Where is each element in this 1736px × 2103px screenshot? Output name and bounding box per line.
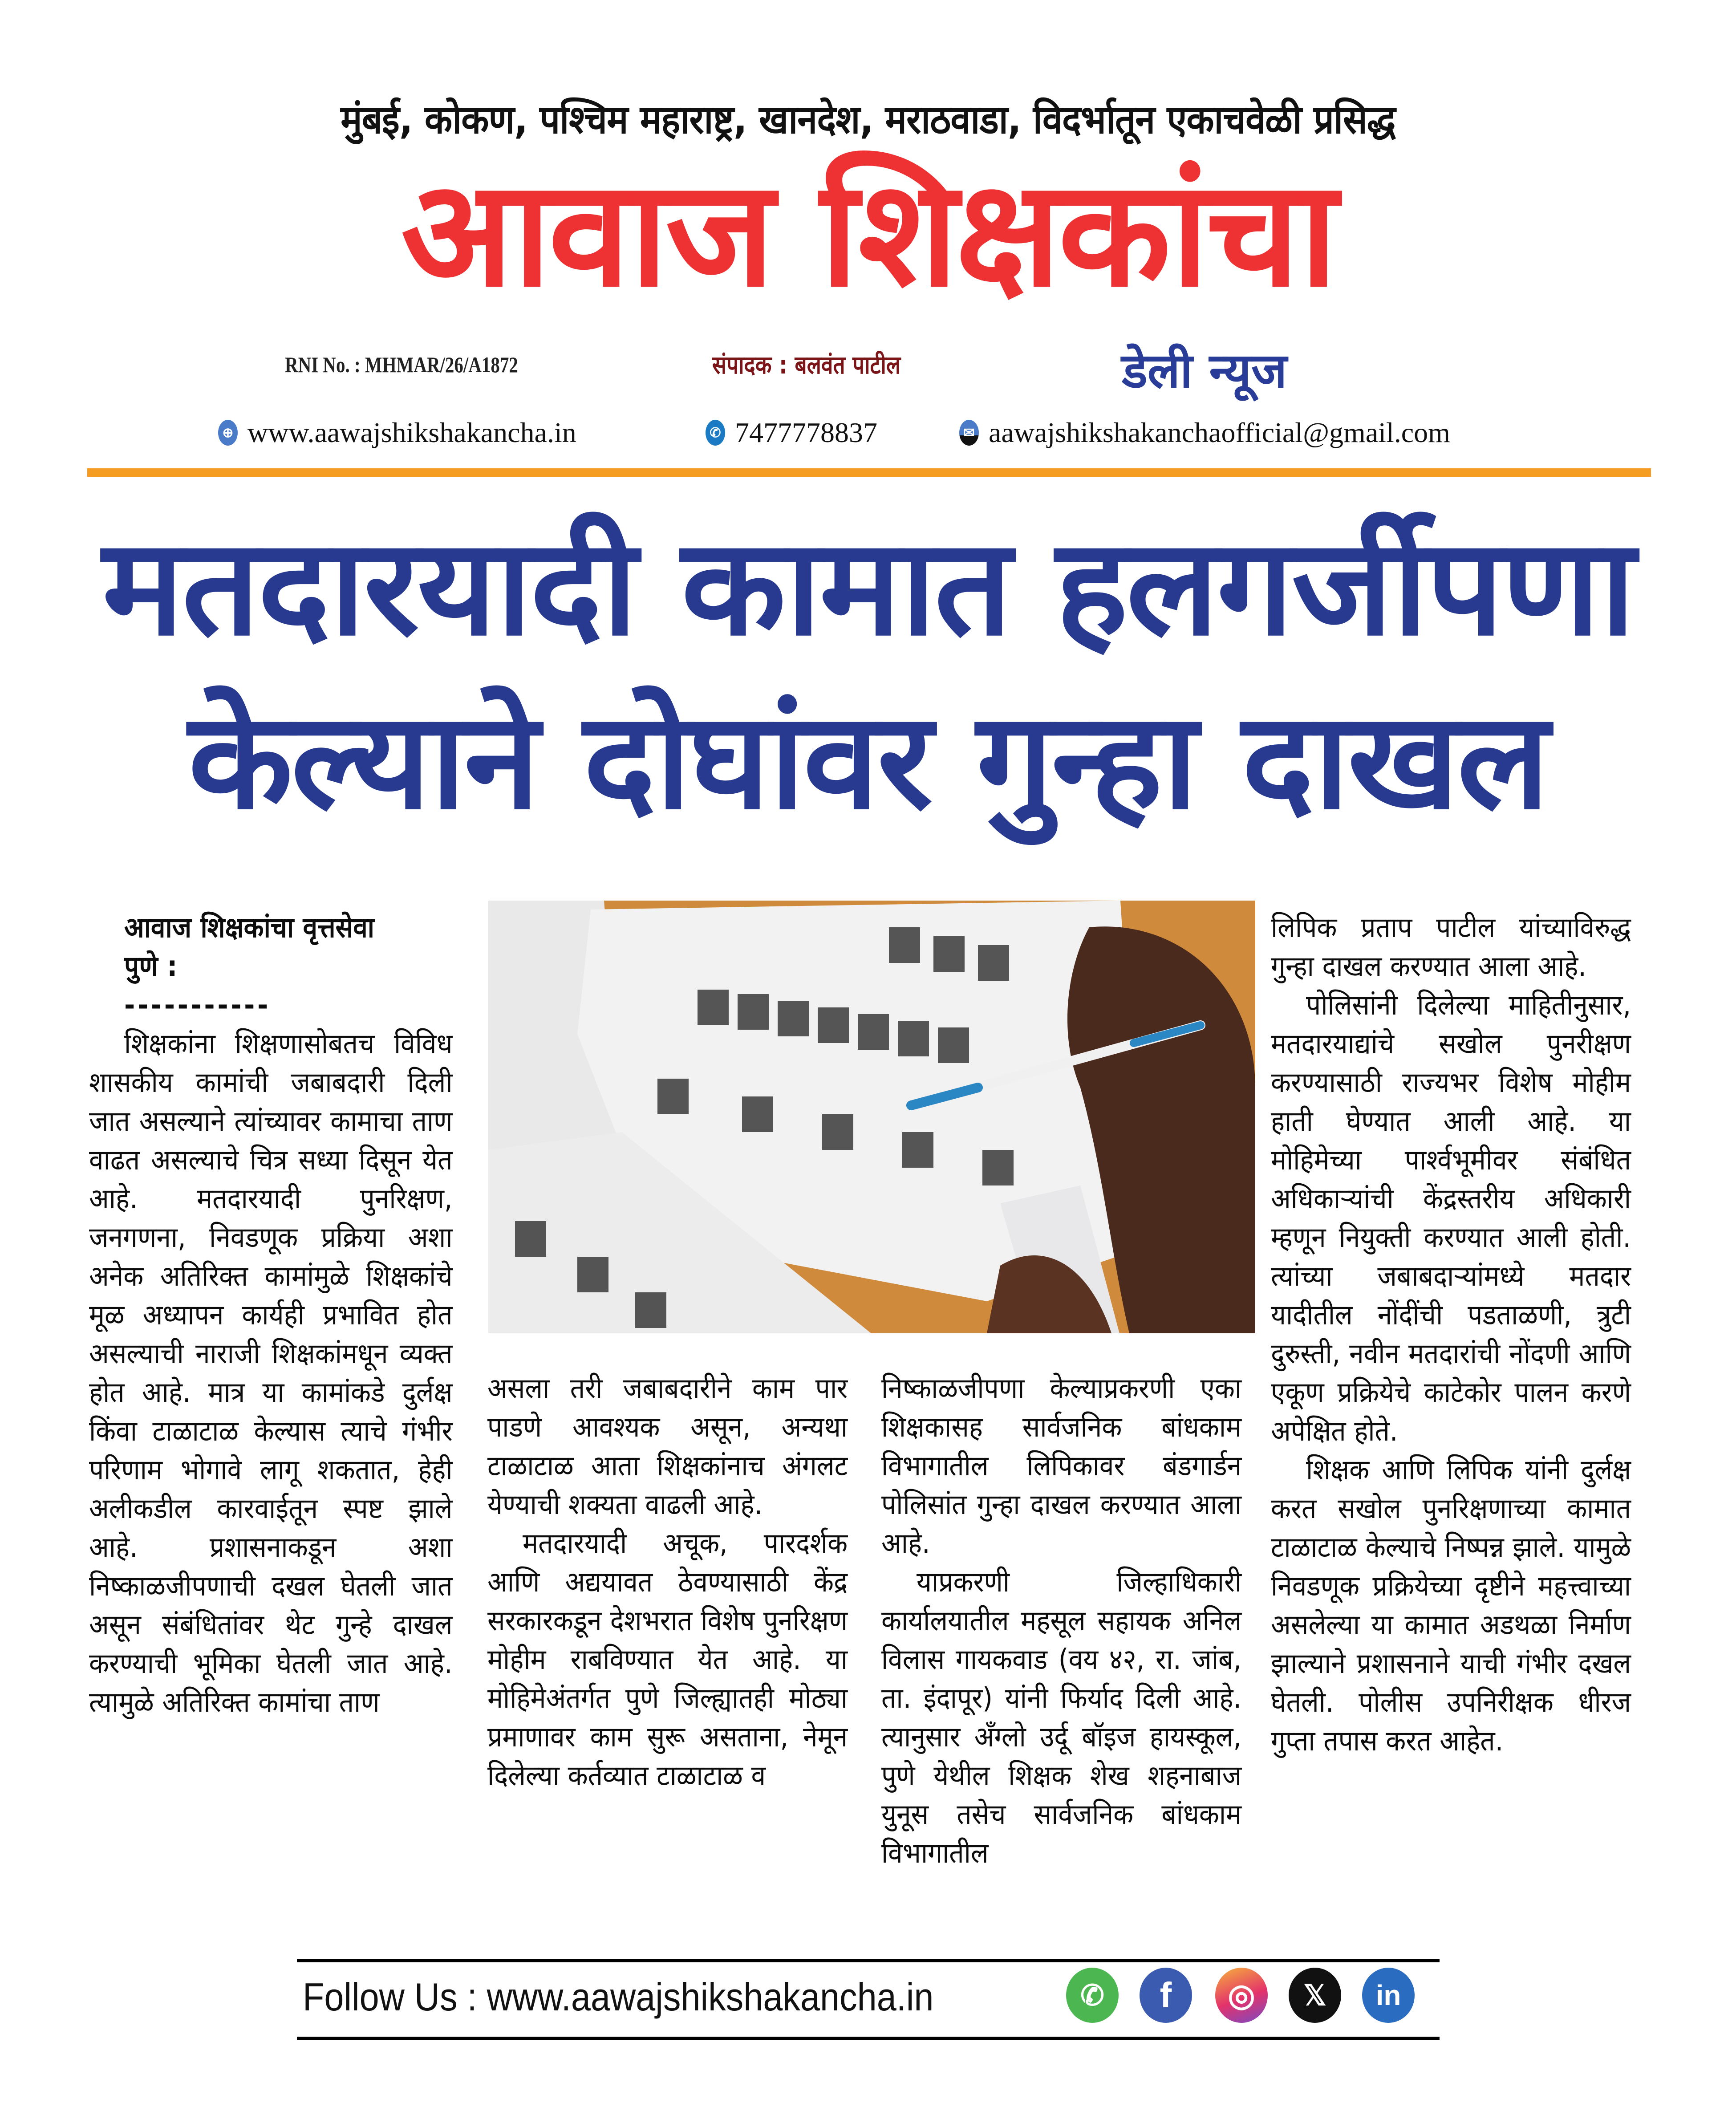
article-column-4: [1271, 908, 1631, 1760]
x-twitter-icon[interactable]: 𝕏: [1289, 1968, 1341, 2023]
article-column-2: [487, 1369, 848, 1795]
article-column-3: [881, 1369, 1241, 1872]
linkedin-icon[interactable]: in: [1362, 1968, 1415, 2023]
byline-separator: -----------: [124, 989, 271, 1021]
paragraph: पोलिसांनी दिलेल्या माहितीनुसार, मतदारयाद्यांचे सखोल पुनरीक्षण करण्यासाठी राज्यभर विशेष मोहीम हाती घेण्यात आली आहे. या मोहिमेच्या पार्श्वभूमीवर संबंधित अधिकाऱ्यांची केंद्रस्तरीय अधिकारी म्हणून नियुक्ती करण्यात आली होती. त्यांच्या जबाबदाऱ्यांमध्ये मतदार यादीतील नोंदींची पडताळणी, त्रुटी दुरुस्ती, नवीन मतदारांची नोंदणी आणि एकूण प्रक्रियेचे काटेकोर पालन करणे अपेक्षित होते.: [1271, 989, 1631, 1447]
paragraph: मतदारयादी अचूक, पारदर्शक आणि अद्ययावत ठेवण्यासाठी केंद्र सरकारकडून देशभरात विशेष पुनरिक्षण मोहीम राबविण्यात येत आहे. या मोहिमेअंतर्गत पुणे जिल्ह्यातही मोठ्या प्रमाणावर काम सुरू असताना, नेमून दिलेल्या कर्तव्यात टाळाटाळ व: [487, 1527, 848, 1792]
globe-icon: ⊕: [218, 420, 238, 446]
mail-icon: ✉: [959, 420, 979, 446]
paragraph: लिपिक प्रताप पाटील यांच्याविरुद्ध गुन्हा दाखल करण्यात आला आहे.: [1271, 911, 1631, 982]
paragraph: शिक्षक आणि लिपिक यांनी दुर्लक्ष करत सखोल पुनरिक्षणाच्या कामात टाळाटाळ केल्याचे निष्पन्न झाले. यामुळे निवडणूक प्रक्रियेच्या दृष्टीने महत्त्वाच्या असलेल्या या कामात अडथळा निर्माण झाल्याने प्रशासनाने याची गंभीर दखल घेतली. पोलीस उपनिरीक्षक धीरज गुप्ता तपास करत आहेत.: [1271, 1453, 1631, 1757]
footer-rule-top: [297, 1959, 1440, 1962]
instagram-icon[interactable]: ◎: [1215, 1968, 1268, 2023]
paragraph: निष्काळजीपणा केल्याप्रकरणी एका शिक्षकासह सार्वजनिक बांधकाम विभागातील लिपिकावर बंडगार्डन पोलिसांत गुन्हा दाखल करण्यात आला आहे.: [881, 1372, 1242, 1559]
paragraph: शिक्षकांना शिक्षणासोबतच विविध शासकीय कामांची जबाबदारी दिली जात असल्याने त्यांच्यावर कामाचा ताण वाढत असल्याचे चित्र सध्या दिसून येत आहे. मतदारयादी पुनरिक्षण, जनगणना, निवडणूक प्रक्रिया अशा अनेक अतिरिक्त कामांमुळे शिक्षकांचे मूळ अध्यापन कार्यही प्रभावित होत असल्याची नाराजी शिक्षकांमधून व्यक्त होत आहे. मात्र या कामांकडे दुर्लक्ष किंवा टाळाटाळ केल्यास त्याचे गंभीर परिणाम भोगावे लागू शकतात, हेही अलीकडील कारवाईतून स्पष्ट झाले आहे. प्रशासनाकडून अशा निष्काळजीपणाची दखल घेतली जात असून संबंधितांवर थेट गुन्हे दाखल करण्याची भूमिका घेतली जात आहे. त्यामुळे अतिरिक्त कामांचा ताण: [89, 1027, 453, 1718]
contact-email[interactable]: [959, 416, 1450, 449]
dateline: पुणे :: [124, 950, 178, 982]
whatsapp-icon[interactable]: ✆: [1066, 1968, 1119, 2023]
headline-line-2: केल्याने दोघांवर गुन्हा दाखल: [188, 683, 1548, 839]
article-column-1: [89, 908, 453, 1721]
edition-label: डेली न्यूज: [1122, 343, 1287, 399]
paragraph: असला तरी जबाबदारीने काम पार पाडणे आवश्यक असून, अन्यथा टाळाटाळ आता शिक्षकांनाच अंगलट येण्याची शक्यता वाढली आहे.: [487, 1372, 848, 1521]
facebook-icon[interactable]: f: [1140, 1968, 1192, 2023]
footer-rule-bottom: [297, 2037, 1440, 2040]
paragraph: याप्रकरणी जिल्हाधिकारी कार्यालयातील महसूल सहायक अनिल विलास गायकवाड (वय ४२, रा. जांब, ता. इंदापूर) यांनी फिर्याद दिली आहे. त्यानुसार अँग्लो उर्दू बॉइज हायस्कूल, पुणे येथील शिक्षक शेख शहनाबाज युनूस तसेच सार्वजनिक बांधकाम विभागातील: [881, 1566, 1242, 1869]
follow-us-link[interactable]: Follow Us : www.aawajshikshakancha.in: [303, 1975, 934, 2019]
rni-number: RNI No. : MHMAR/26/A1872: [285, 352, 518, 377]
byline: आवाज शिक्षकांचा वृत्तसेवा: [124, 911, 374, 944]
tagline: मुंबई, कोकण, पश्चिम महाराष्ट्र, खानदेश, मराठवाडा, विदर्भातून एकाचवेळी प्रसिद्ध: [341, 97, 1395, 142]
editor-credit: संपादक : बलवंत पाटील: [712, 351, 901, 380]
headline-line-1: मतदारयादी कामात हलगर्जीपणा: [102, 510, 1634, 665]
phone-icon: ✆: [706, 420, 725, 446]
email-link[interactable]: aawajshikshakanchaofficial@gmail.com: [989, 417, 1450, 448]
header-divider: [87, 468, 1651, 477]
phone-number[interactable]: 7477778837: [735, 417, 877, 448]
website-link[interactable]: www.aawajshikshakancha.in: [247, 417, 576, 448]
masthead-title: आवाज शिक्षकांचा: [401, 148, 1335, 319]
contact-phone[interactable]: [706, 416, 877, 449]
voter-list-photo: [488, 901, 1255, 1333]
contact-website[interactable]: [218, 416, 576, 449]
